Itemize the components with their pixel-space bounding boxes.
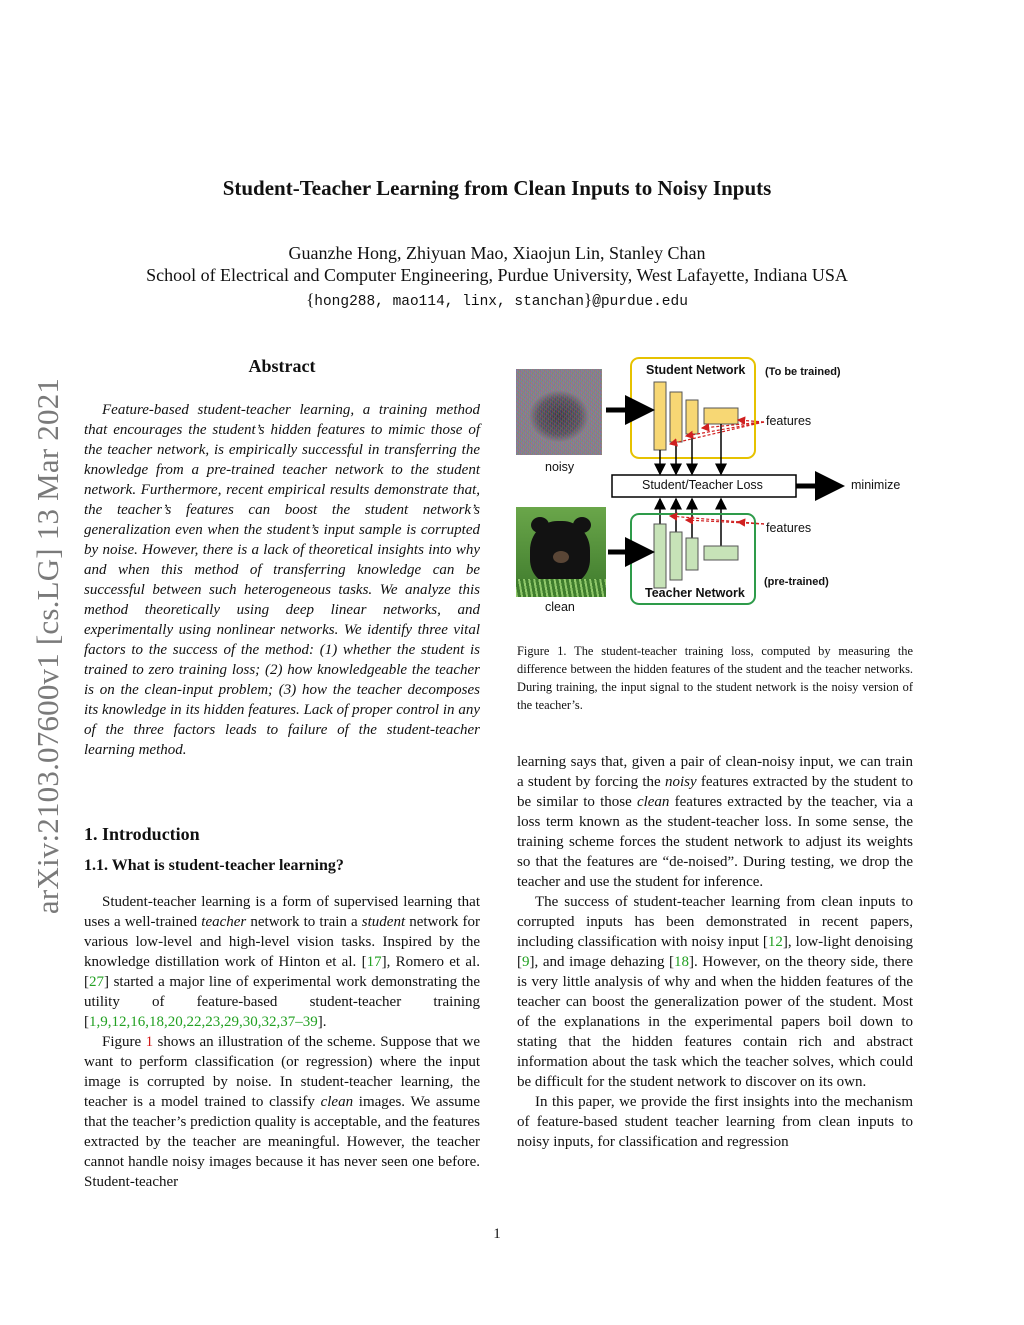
authors: Guanzhe Hong, Zhiyuan Mao, Xiaojun Lin, Stanley Chan — [288, 243, 706, 263]
affiliation: School of Electrical and Computer Engineering, Purdue University, West Lafayette, Indiana USA — [146, 265, 848, 285]
citation-link[interactable]: 12 — [767, 934, 783, 950]
paragraph: Student-teacher learning is a form of supervised learning that uses a well-trained teacher network to train a student network for various low-level and high-level vision tasks. Inspired by the knowledge distillation work of Hinton et al. [17], Romero et al. [27] started a major line of experimental work demonstrating the utility of feature-based student-teacher training [1,9,12,16,18,20,22,23,29,30,32,37–39]. — [84, 894, 480, 1030]
paragraph: Figure 1 shows an illustration of the scheme. Suppose that we want to perform classification (or regression) where the input image is corrupted by noise. In student-teacher learning, the teacher is a model trained to classify clean images. We assume that the teacher’s prediction quality is acceptable, and the features extracted by the teacher are meaningful. However, the teacher cannot handle noisy images because it has never seen one before. Student-teacher — [84, 1034, 480, 1190]
clean-label: clean — [545, 600, 575, 614]
citation-link[interactable]: 18 — [674, 954, 690, 970]
teacher-network-label: Teacher Network — [645, 586, 745, 600]
minimize-label: minimize — [851, 478, 901, 492]
features-bottom-label: features — [766, 521, 812, 535]
student-network-label: Student Network — [646, 363, 746, 377]
subsection-heading: 1.1. What is student-teacher learning? — [84, 857, 344, 874]
paragraph: The success of student-teacher learning from clean inputs to corrupted inputs has been demonstrated in recent papers, including classification with noisy input [12], low-light denoising [9], and image dehazing [18]. However, on the theory side, there is very little analysis of why and when the hidden features of the teacher can boost the generalization power of the student. Most of the explanations in the experimental papers boil down to stating that the hidden features contain rich and abstract information about the task which the teacher solves, which could be difficult for the student network to discover on its own. — [517, 894, 913, 1090]
section-heading-introduction: 1. Introduction — [84, 824, 200, 844]
citation-link[interactable]: 17 — [366, 954, 382, 970]
left-column-body — [84, 892, 480, 1192]
noisy-label: noisy — [545, 460, 575, 474]
abstract-text: Feature-based student-teacher learning, a training method that encourages the student’s hidden features to mimic those of the teacher network, is empirically successful in transferring the knowledge from a pre-trained teacher network to the student network. Furthermore, recent empirical results demonstrate that, the teacher’s features can boost the student network’s generalization even when the student’s input sample is corrupted by noise. However, there is a lack of theoretical insights into why and when this method of transferring knowledge can be successful between such heterogeneous tasks. We analyze this method theoretically using deep linear networks, and experimentally using nonlinear networks. We identify three vital factors to the success of the method: (1) whether the student is trained to zero training loss; (2) how knowledgeable the teacher is on the clean-input problem; (3) how the teacher decomposes its knowledge in its hidden features. Lack of proper control in any of the three factors leads to failure of the student-teacher learning method. — [84, 402, 480, 758]
paragraph: learning says that, given a pair of clean-noisy input, we can train a student by forcing the noisy features extracted by the student to be similar to those clean features extracted by the teacher, via a loss term known as the student-teacher loss. In some sense, the training scheme forces the student network to adjust its weights so that the features are “de-noised”. During testing, we drop the teacher and use the student for inference. — [517, 754, 913, 890]
citation-link[interactable]: 27 — [89, 974, 104, 990]
paper-title: Student-Teacher Learning from Clean Inputs to Noisy Inputs — [222, 176, 772, 200]
emails: {hong288, mao114, linx, stanchan}@purdue.edu — [306, 290, 688, 310]
arxiv-stamp: arXiv:2103.07600v1 [cs.LG] 13 Mar 2021 — [30, 377, 65, 915]
citation-link[interactable]: 1,9,12,16,18,20,22,23,29,30,32,37–39 — [89, 1014, 318, 1030]
pre-trained-label: (pre-trained) — [764, 576, 829, 588]
page-number: 1 — [493, 1226, 501, 1242]
right-column-body — [517, 752, 913, 1152]
abstract-heading: Abstract — [248, 356, 316, 376]
figure-link[interactable]: 1 — [145, 1034, 154, 1050]
figure-caption: Figure 1. The student-teacher training loss, computed by measuring the difference between the hidden features of the student and the teacher networks. During training, the input signal to the student network is the noisy version of the teacher’s. — [517, 644, 913, 712]
features-top-label: features — [766, 414, 812, 428]
citation-link[interactable]: 9 — [522, 954, 530, 970]
to-be-trained-label: (To be trained) — [765, 366, 841, 378]
paragraph: In this paper, we provide the first insights into the mechanism of feature-based student teacher learning from clean inputs to noisy inputs, for classification and regression — [517, 1094, 913, 1150]
loss-label: Student/Teacher Loss — [642, 478, 763, 492]
figure-1 — [512, 352, 924, 622]
